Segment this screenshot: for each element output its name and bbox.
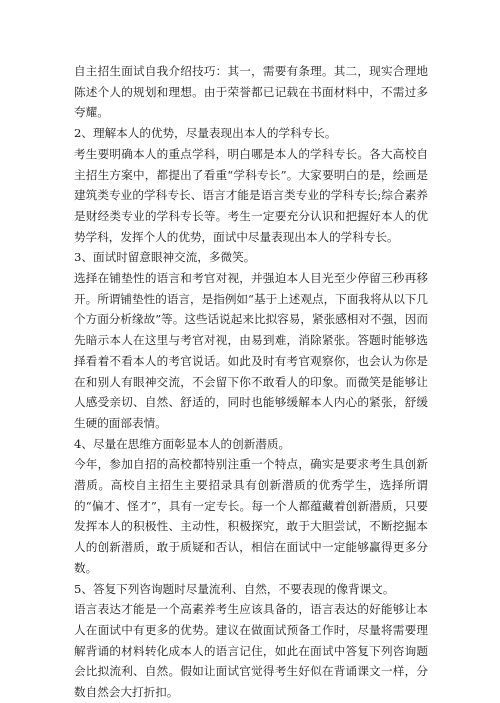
section-heading-5: 5、答复下列咨询题时尽量流利、自然，不要表现的像背课文。 (74, 581, 395, 596)
intro-paragraph: 自主招生面试自我介绍技巧：其一，需要有条理。其二，现实合理地陈述个人的规划和理想。由于荣誉都已记载在书面材料中，不需过多夸耀。 (74, 64, 428, 120)
section-heading-3: 3、面试时留意眼神交流，多微笑。 (74, 250, 256, 265)
section-paragraph-5: 语言表达才能是一个高素养考生应该具备的，语言表达的好能够让本人在面试中有更多的优势。建议在做面试预备工作时，尽量将需要理解背诵的材料转化成本人的语言记住，如此在面试中答复下列咨询题会比拟流利、自然。假如让面试官觉得考生好似在背诵课文一样，分数自然会大打折扣。 (74, 602, 428, 700)
document-body (74, 61, 428, 703)
section-paragraph-3: 选择在铺垫性的语言和考官对视，并强迫本人目光至少停留三秒再移开。所谓铺垫性的语言，是指例如“基于上述观点，下面我将从以下几个方面分析缘故”等。这些话说起来比拟容易，紧张感相对不强，因而先暗示本人在这里与考官对视，由易到难，消除紧张。答题时能够选择看着不看本人的考官说话。如此及时有考官观察你，也会认为你是在和别人有眼神交流，不会留下你不敢看人的印象。而微笑是能够让人感受亲切、自然、舒适的，同时也能够缓解本人内心的紧张，舒缓生硬的面部表情。 (74, 271, 428, 430)
section-heading-4: 4、尽量在思维方面彰显本人的创新潜质。 (74, 436, 291, 451)
section-paragraph-2: 考生要明确本人的重点学科，明白哪是本人的学科专长。各大高校自主招生方案中，都提出了看重“学科专长”。大家要明白的是，绘画是建筑类专业的学科专长、语言才能是语言类专业的学科专长;综合素养是财经类专业的学科专长等。考生一定要充分认识和把握好本人的优势学科，发挥个人的优势，面试中尽量表现出本人的学科专长。 (74, 146, 428, 244)
section-paragraph-4: 今年，参加自招的高校都特别注重一个特点，确实是要求考生具创新潜质。高校自主招生主要招录具有创新潜质的优秀学生，选择所谓的“偏才、怪才”，具有一定专长。每一个人都蕴藏着创新潜质，只要发挥本人的积极性、主动性，积极探究，敢于大胆尝试，不断挖掘本人的创新潜质，敢于质疑和否认，相信在面试中一定能够赢得更多分数。 (74, 457, 428, 575)
section-heading-2: 2、理解本人的优势，尽量表现出本人的学科专长。 (74, 126, 337, 141)
